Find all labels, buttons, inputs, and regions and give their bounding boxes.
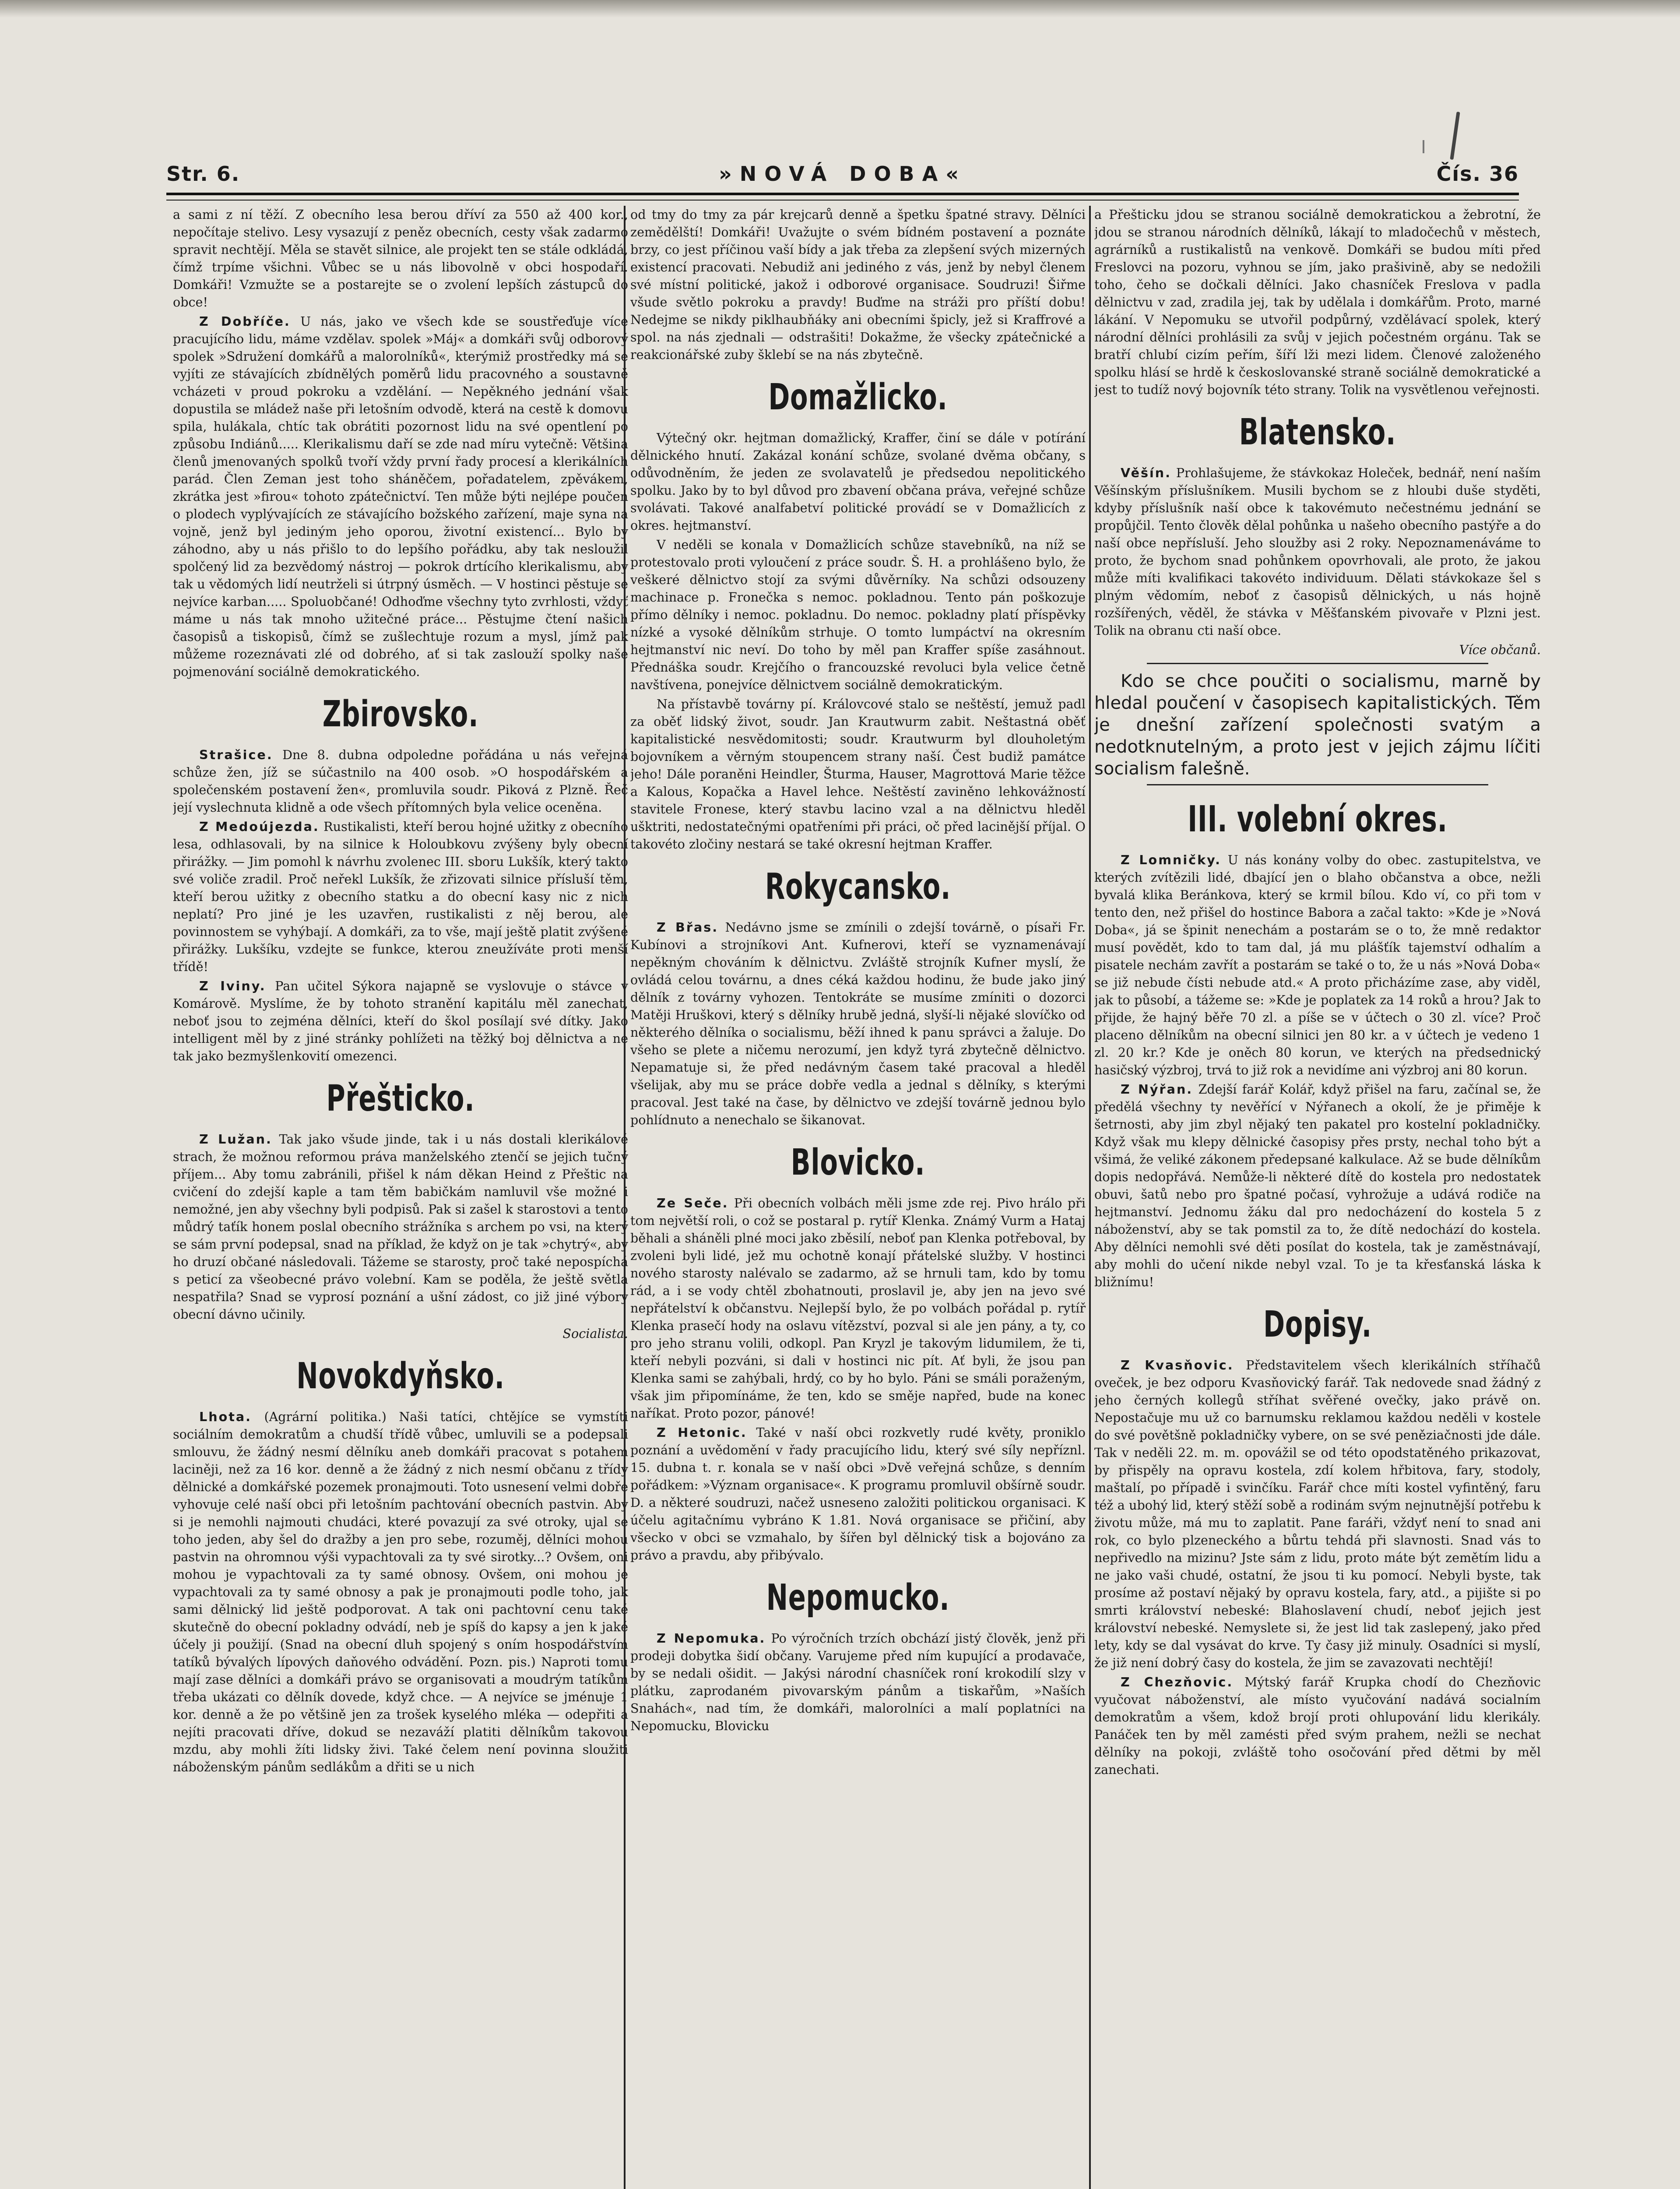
section-heading-nepomucko: Nepomucko.	[766, 1577, 950, 1619]
article-continuation: a Přešticku jdou se stranou sociálně demokratickou a žebrotní, že jdou se stranou národních dělníků, lákají to mladočechů v městech, agrárníků a rustikalistů na venkově. Domkáři se budou míti před Freslovci na pozoru, vyhnou se jím, jako prašivině, aby se nedožili toho, čeho se dočkali dělníci. Jako chasníček Freslova v padla dělnictvu v zad, zradila jej, tak by udělala i domkářům. Proto, marné lákání. V Nepomuku se utvořil podpůrný, vzdělávací spolek, který národní dělníci prohlásili za svůj v jejich počestném orgánu. Tak se bratří chlubí cizím peřím, šíří lži mezi lidem. Členové založeného spolku hlásí se hrdě k českoslovanské straně sociálně demokratické a jest to tudíž nový bojovník této strany. Tolik na vysvětlenou veřejnosti.	[1094, 207, 1541, 397]
article-chezhovic	[1094, 1673, 1541, 1778]
column-2	[630, 206, 1086, 2189]
section-heading-novokdynsko: Novokdyňsko.	[296, 1355, 505, 1397]
article-domazlicko-3: Na přístavbě továrny pí. Královcové stalo se neštěstí, jemuž padl za oběť lidský život, soudr. Jan Krautwurm zabit. Neštastná oběť kapitalistické nesvědomitosti; soudr. Krautwurm byl dlouholetým bojovníkem a věrným stoupencem strany naší. Čest budiž památce jeho! Dále poraněni Heindler, Šturma, Hauser, Magrottová Marie těžce a Kalous, Kopačka a Havel lehce. Neštěstí zaviněno lehkovážností stavitele Fronese, který stavbu lacino vzal a na dělnictvu hleděl ušktriti, nedostatečnými opatřeními při práci, oč před lacinější příjal. O takovéto zločiny nestará se také okresní hejtman Kraffer.	[630, 697, 1086, 852]
article-medoujezd	[173, 818, 628, 975]
place-name: Strašice.	[199, 747, 273, 762]
article-text: Představitelem všech klerikálních stříhačů oveček, je bez odporu Kvasňovický farář. Tak nedovede snad žádný z jeho černých kollegů stříhat svěřené ovečky, jako právě on. Nepostačuje mu už co barnumsku reklamou každou neděli v kostele do své povětšně pokladničky vybere, on se své peněziačnosti jde dále. Tak v neděli 22. m. m. opovážil se od této opodstatěného prikazovat, by přispěly na opravu kostela, zdí kolem hřbitova, fary, stodoly, maštalí, po případě i svinčíku. Farář chce míti kostel vyfintěný, faru též a ubohý lid, který stěží sobě a rodinám svým nejnutnější potřebu k životu může, má mu to zaplatit. Pane faráři, vždyť není to snad ani rok, co bylo plzeneckého a bůrtu tehdá při slavnosti. Snad vás to nepřivedlo na mizinu? Jste sám z lidu, proto máte být zemětím lidu a ne jako vaši chudé, ostatní, že jsou ti ku pomocí. Nebyli byste, tak prosíme až postaví nějaký by opravu kostela, fary, atd., a pijište si po smrti království nebeské: Blahoslavení chudí, neboť jejich jest království nebeské. Nemyslete si, že jest lid tak zaslepený, jako před lety, kdy se dal vysávat do krve. Ty časy již minuly. Osadníci si myslí, že již není dobrý časy do kostela, že jim se zavazovati nechtějí!	[1094, 1358, 1541, 1670]
section-heading-okres: III. volební okres.	[1188, 799, 1448, 840]
article-continuation: od tmy do tmy za pár krejcarů denně a špetku špatné stravy. Dělníci zemědělští! Domkáři! Uvažujte o svém bídném postavení a poznáte brzy, co jest příčinou vaší bídy a jak třeba za zlepšení svých mizerných existencí pracovati. Nebudiž ani jediného z vás, jenž by nebyl členem své místní politické, jakož i odborové organisace. Soudruzi! Šiřme všude světlo pokroku a pravdy! Buďme na stráži pro příští dobu! Nedejme se nikdy piklhaubňáky ani obecními špicly, jež si Kraffrové a spol. na nás zjednali — odstrašiti! Dokažme, že všecky zpátečnické a reakcionářské zuby šklebí se na nás zbytečně.	[630, 207, 1086, 362]
place-name: Z Lužan.	[199, 1132, 272, 1147]
scan-shadow	[0, 0, 1680, 18]
article-text: Při obecních volbách měli jsme zde rej. Pivo hrálo při tom největší roli, o což se postaral p. rytíř Klenka. Známý Vurm a Hataj běhali a sháněli plné moci jako zběsilí, neboť pan Klenka potřeboval, by zvoleni byli lidé, jež mu ochotně konají přátelské služby. V hostinci nového starosty nalévalo se zadarmo, až se hrnuli tam, kdo by tomu rád, a i se vody chtěl zbohatnouti, proslavil je, aby jen na jevo své nepřátelství k občanstvu. Nejlepší bylo, že po volbách pořádal p. rytíř Klenka prasečí hody na oslavu vítězství, pozval si ale jen pány, a ty, co pro jeho stranu volili, odkopl. Pan Kryzl je takovým lidumilem, že ti, kteří nebyli pozváni, si dali v hostinci nic pít. Ať byli, že jsou pan Klenka sami se zahýbali, hrdý, co by ho bylo. Páni se smáli poraženým, však jim připomínáme, že ten, kdo se směje napřed, bude na konec naříkat. Proto pozor, pánové!	[630, 1196, 1086, 1421]
place-name: Z Hetonic.	[657, 1425, 747, 1440]
place-name: Z Iviny.	[199, 978, 266, 993]
article-text: Pan učitel Sýkora najapně se vyslovuje o stávce v Komárově. Myslíme, že by tohoto stranění kapitálu měl zanechat, neboť jsou to zejména dělníci, kteří do škol posílají své dítky. Jako intelligent měl by z jiné stránky pohlížeti na těžký boj dělnictva a ne tak jako bezmyšlenkovití omezenci.	[173, 978, 628, 1063]
place-name: Z Medoújezda.	[199, 819, 320, 834]
article-domazlicko-1: Výtečný okr. hejtman domažlický, Kraffer, činí se dále v potírání dělnického hnutí. Zakázal konání schůze, svolané dvěma občany, s odůvodněním, že jeden ze svolavatelů je předsedou nepolitického spolku. Jako by to byl důvod pro zbavení občana práva, veřejné schůze svolávati. Takové analfabetví politické provádí se v Domažlicích z okres. hejtmanství.	[630, 430, 1086, 533]
section-heading-dopisy: Dopisy.	[1263, 1304, 1372, 1345]
section-heading-presticko: Přešticko.	[326, 1078, 475, 1119]
article-lomnicky	[1094, 851, 1541, 1079]
header-rule	[166, 193, 1519, 201]
place-name: Z Lomničky.	[1121, 852, 1221, 867]
handwritten-mark	[1450, 112, 1460, 160]
issue-number: Čís. 36	[1436, 162, 1519, 186]
place-name: Z Břas.	[657, 920, 719, 935]
page-header	[166, 158, 1519, 188]
article-text: Po výročních trzích obchází jistý člověk, jenž při prodeji dobytka šidí občany. Varujeme před ním kupující a prodavače, by se nedali ošidit. — Jakýsi národní chasníček roní krokodilí slzy v plátku, zaprodaném pivovarským pánům a tiskařům, »Naších Snahách«, nad tím, že domkáři, malorolníci a malí poplatníci na Nepomucku, Blovicku	[630, 1631, 1086, 1733]
boxed-notice: Kdo se chce poučiti o socialismu, marně by hledal poučení v časopisech kapitalistických. Těm je dnešní zařízení společnosti svatým a nedotknutelným, a proto jest v jejich zájmu líčiti socialism falešně.	[1094, 671, 1541, 779]
article-signature: Socialista.	[562, 1326, 628, 1341]
section-heading-domazlicko: Domažlicko.	[768, 377, 948, 418]
article-signature: Více občanů.	[1459, 642, 1541, 657]
place-name: Z Dobříče.	[199, 314, 291, 329]
place-name: Z Nýřan.	[1121, 1082, 1193, 1097]
article-text: Zdejší farář Kolář, když přišel na faru, začínal se, že předělá všechny ty nevěřící v Nýřanech a okolí, že je přiměje k šetrnosti, aby jim zbyl nějaký ten pakatel pro kostelní pokladničky. Když však mu klepy dělnické časopisy přes prsty, nechal toho být a všimá, že veliké zákonem předepsané kalkulace. Až se bude dělníkům dopis nedopřává. Nemůže-li některé dítě do kostela pro nedostatek obuvi, šatů nebo pro špatné počasí, vyhrožuje a udává rodiče na hejtmanství. Jednomu žáku dal pro nedocházení do kostela 5 z náboženství, aby se tak pomstil za to, že dítě nedochází do kostela. Aby dělníci nemohli své děti posílat do kostela, tak je zaměstnávají, aby mohli do učení nikde nebyl vzal. To je ta křesťanská láska k bližnímu!	[1094, 1082, 1541, 1289]
article-lhota	[173, 1408, 628, 1776]
article-dobrice	[173, 313, 628, 680]
article-hetonic	[630, 1424, 1086, 1564]
article-continuation: a sami z ní těží. Z obecního lesa berou dříví za 550 až 400 kor., nepočítaje stelivo. Lesy vysazují z peněz obecních, cesty však zadarmo spravit nechtějí. Měla se stavět silnice, ale projekt ten se stále odkládá, čímž trpíme všichni. Vůbec se u nás libovolně v obci hospodaří. Domkáři! Vzmužte se a postarejte se o zvolení lepších zástupců do obce!	[173, 207, 628, 310]
article-text: (Agrární politika.) Naši tatíci, chtějíce se vymstíti sociálním demokratům a chudší třídě vůbec, umluvili se a podepsali smlouvu, že žádný nesmí dělníku aneb domkáři pracovat s potahem laciněji, než za 16 kor. denně a že žádný z nich nesmí občanu z třídy dělnické a domkářské pozemek pronajmouti. Toto usnesení velmi dobře vyhovuje celé naší obci při letošním pachtování obecních pastvin. Aby si je nemohli najmouti chudáci, které povazují za své otroky, ujal se toho jeden, aby šel do dražby a jen pro sebe, rozuměj, dělníci mohou pastvin na ohromnou výši vypachtovali za ty své sirotky...? Ovšem, oni mohou je vypachtovali za ty samé obnosy. Ovšem, oni mohou je vypachtovali za ty samé obnosy a pak je pronajmouti podle toho, jak sami dělnický lid ještě podporovat. A tak oni pachtovní cenu také skutečně do obecní pokladny odvádí, neb je spíš do kapsy a jen k jaké účely ji použijí. (Snad na obecní dluh spojený s oním hospodářstvím tatíků bývalých lípových daňového odvádění. Pozn. pis.) Naproti tomu mají zase dělníci a domkáři právo se organisovati a moudrým tatíkům třeba ukázati co dělník dovede, když chce. — A nejvíce se jménuje 1 kor. denně a že po většině jen za trošek kyselého mléka — odepřiti a nejíti pracovati dříve, dokud se nezaváží platiti dělníkům takovou mzdu, aby mohli žíti lidsky živi. Také čelem není povinna sloužiti náboženským pánům sedlákům a dřiti se u nich	[173, 1409, 628, 1774]
column-1	[173, 206, 628, 2189]
article-text: U nás konány volby do obec. zastupitelstva, ve kterých zvítězili lidé, dbající jen o blaho občanstva a obce, nežli byvalá klika Beránkova, který se krmil bílou. Kdo ví, co při tom v tento den, než přišel do hostince Babora a začal takto: »Kde je »Nová Doba«, já se špinit nenechám a postarám se o to, že mně redaktor musí povědět, kdo to tam dal, já mu plášťík tajemství odhalím a pisatele nechám zavřít a postarám se také o to, že u nás »Nová Doba« se již nebude čísti nebude atd.« A proto přicházíme zase, aby viděl, jak to působí, a tážeme se: »Kde je poplatek za 14 roků a hrou? Jak to přijde, že hajný běře 70 zl. a píše se v účtech o 30 zl. více? Proč placeno dělníkům na obecní silnici jen 80 kr. a v účtech je vedeno 1 zl. 20 kr.? Kde je oněch 80 korun, ve kterých na předsednický hasičský výzbroj, trvá to již rok a nevidíme ani výzbroj ani 80 korun.	[1094, 852, 1541, 1077]
article-sec	[630, 1194, 1086, 1422]
article-strasice	[173, 746, 628, 816]
article-ivina	[173, 977, 628, 1065]
handwritten-mark-small	[1423, 140, 1424, 153]
article-text: Nedávno jsme se zmínili o zdejší továrně, o písaři Fr. Kubínovi a strojníkovi Ant. Kufnerovi, kteří se vyznamenávají nepěkným chováním k dělnictvu. Zvláště strojník Kufner myslí, že ovládá celou továrnu, a dnes céká každou hodinu, že bude jako jiný dělník z továrny vyhozen. Tentokráte se musíme zmíniti o dozorci Matěji Hruškovi, který s dělníky hrubě jedná, slyší-li nějaké slovíčko od některého dělníka o socialismu, běží ihned k panu správci a žaluje. Do všeho se plete a ničemu nerozumí, jen když tyrá zbytečně dělnictvo. Nepamatuje si, že před nedávným časem také pracoval a hleděl všelijak, aby mu se práce dobře vedla a jednal s dělníky, s kterými pracoval. Jest také na čase, by dělnictvo ve zdejší továrně jednou bylo pohlídnuto a nenechalo se šikanovat.	[630, 920, 1086, 1127]
separator-rule	[1147, 663, 1488, 664]
place-name: Lhota.	[199, 1409, 252, 1424]
article-text: Tak jako všude jinde, tak i u nás dostali klerikálové strach, že možnou reformou práva manželského ztenčí se jejich tučný příjem... Aby tomu zabránili, přišel k nám děkan Heind z Přeštic na cvičení do zdejší kaple a tam těm babičkám namluvil vše možné i nemožné, jen aby všechny byli podpisů. Pak si zašel k starostovi a tento můdrý taťík honem poslal obecního strážníka s archem po vsi, na který se sám první podepsal, snad na příklad, že když on je tak »chytrý«, aby ho druzí občané následovali. Tážeme se starosty, proč také nepospíchá s peticí za všeobecné právo volební. Kam se poděla, že ještě světla nespatřila? Snad se vyprosí poznání a ušní zádost, co již jiné výbory obecní dávno učinily.	[173, 1132, 628, 1322]
place-name: Z Kvasňovic.	[1121, 1358, 1234, 1373]
newspaper-title: »NOVÁ DOBA«	[719, 162, 967, 186]
column-divider-2	[1089, 206, 1091, 2189]
section-heading-blatensko: Blatensko.	[1239, 412, 1396, 453]
article-nepomuk	[630, 1629, 1086, 1735]
article-domazlicko-2: V neděli se konala v Domažlicích schůze stavebníků, na níž se protestovalo proti vyloučení z práce soudr. Š. H. a prohlášeno bylo, že veškeré dělnictvo stojí za svými důvěrníky. Na schůzi odsouzeny machinace p. Fronečka s nemoc. pokladnou. Tento pán poškozuje přímo dělníky i nemoc. pokladnu. Do nemoc. pokladny platí příspěvky nízké a vysoké dělníkům strhuje. O tomto lumpáctví na okresním hejtmanství nic neví. Do toho by měl pan Kraffer spíše zasáhnout. Přednáška soudr. Krejčího o francouzské revoluci byla velice četně navštívena, ponejvíce dělnictvem sociálně demokratickým.	[630, 537, 1086, 692]
place-name: Ze Seče.	[657, 1196, 729, 1211]
separator-rule	[1147, 784, 1488, 785]
section-heading-rokycansko: Rokycansko.	[765, 866, 951, 908]
article-kvasnovic	[1094, 1356, 1541, 1672]
article-text: Prohlašujeme, že stávkokaz Holeček, bednář, není naším Věšínským příslušníkem. Musili bychom se z hloubi duše styděti, kdyby příslušník naší obce k takovémuto nečestnému jednání se propůjčil. Tento člověk dělal pohůnka u našeho obecního pastýře a do naší obce nepřísluší. Jeho sloužby asi 2 roky. Nepoznamenáváme to proto, že bychom snad pohůnkem opovrhovali, ale proto, že jakou může míti kvalifikaci takovéto individuum. Dělati stávkokaze šel s plným vědomím, neboť z časopisů dělnických, u nás hojně rozšířených, věděl, že stávka v Měšťanském pivovaře v Plzni jest. Tolik na obranu cti naší obce.	[1094, 465, 1541, 638]
article-luzan	[173, 1130, 628, 1323]
column-3	[1094, 206, 1541, 2189]
article-text: Také v naší obci rozkvetly rudé květy, proniklo poznání a uvědomění v řady pracujícího lidu, který své síly nepříznl. 15. dubna t. r. konala se v naší obci »Dvě veřejná schůze, s denním pořádkem: »Význam organisace«. K programu promluvil obšírně soudr. D. a některé soudruzi, načež usneseno založiti politickou organisaci. K účelu agitačnímu vybráno K 1.81. Nová organisace se přičiní, aby všecko v obci se vzmahalo, by šířen byl dělnický tisk a bojováno za právo a pravdu, aby přibývalo.	[630, 1425, 1086, 1563]
section-heading-blovicko: Blovicko.	[791, 1142, 925, 1183]
article-bras	[630, 919, 1086, 1129]
place-name: Z Chezňovic.	[1121, 1675, 1234, 1689]
article-text: Dne 8. dubna odpoledne pořádána u nás veřejná schůze žen, jíž se súčastnilo na 400 osob. »O hospodářském a společenském postavení žen«, promluvila soudr. Piková z Plzně. Řeč její vyslechnuta klidně a ode všech přítomných byla velice oceněna.	[173, 747, 628, 815]
article-vesin	[1094, 464, 1541, 639]
article-text: Rustikalisti, kteří berou hojné užitky z obecního lesa, odhlasovali, by na silnice k Holoubkovu zvýšeny byly obecní přirážky. — Jim pomohl k návrhu zvolenec III. sboru Lukšík, který takto své voliče zradil. Proč neřekl Lukšík, že zřizovati silnice přísluší těm, kteří berou užitky z obecního statku a do obecní kasy nic z nich neplatí? Pro jiné je les uzavřen, rustikalisti z něj berou, ale povinnostem se vyhýbají. A domkáři, za to vše, mají ještě platit zvýšené přirážky. Lukšíku, vzdejte se funkce, kterou zneužíváte proti menší třídě!	[173, 819, 628, 974]
place-name: Z Nepomuka.	[657, 1631, 766, 1646]
section-heading-zbirovsko: Zbirovsko.	[322, 693, 479, 735]
place-name: Věšín.	[1121, 465, 1171, 480]
article-text: Mýtský farář Krupka chodí do Chezňovic vyučovat náboženství, ale místo vyučování nadává socialním demokratům a všem, kdož brojí proti ohlupování lidu klerikály. Panáček ten by měl zamésti před svým prahem, nežli se nechat dělníky na pokoji, zvláště toho osočování před dětmi by měl zanechati.	[1094, 1675, 1541, 1777]
article-nyran	[1094, 1080, 1541, 1291]
page-number: Str. 6.	[166, 162, 240, 186]
article-text: U nás, jako ve všech kde se soustřeďuje více pracujícího lidu, máme vzdělav. spolek »Máj« a domkáři svůj odborový spolek »Sdružení domkářů a malorolníků«, kterýmiž prostředky má se vyjíti ze stávajících zbídnělých poměrů lidu pracovného a soustavně vcházeti v proud pokroku a vzdělání. — Nepěkného jednání však dopustila se mládež naše při letošním odvodě, která na cestě k domovu spila, hulákala, chtíc tak obrátiti pozornost lidu na své opentlení po způsobu Indiánů..... Klerikalismu daří se zde nad míru vytečně: Většina členů jmenovaných spolků tvoří vždy první řady procesí a klerikálních parád. Člen Zeman jest toho sháněčem, pořadatelem, zpěvákem, zkrátka jest »firou« tohoto zpátečnictví. Ten může býti nejlépe poučen o plodech vyplývajících ze stávajícího božského zařízení, maje syna na vojně, jenž byl jediným jeho oporou, životní existencí... Bylo by záhodno, aby u nás přišlo to do lepšího pořádku, aby tak nesloužil spolčený lid za bezvědomý nástroj — pokrok drtícího klerikalismu, aby tak u vědomých lidí neutrželi si útrpný úsměch. — V hostinci pěstuje se nejvíce karban..... Spoluobčané! Odhoďme všechny tyto zvrhlosti, vždyť máme u nás tak mnoho užitečné práce... Pěstujme čtení našich časopisů a tiskopisů, čímž se zušlechtuje rozum a mysl, jímž pak můžeme rozeznávati zlé od dobrého, ať si tak zaslouží spolky naše pojmenování sociálně demokratického.	[173, 314, 628, 679]
